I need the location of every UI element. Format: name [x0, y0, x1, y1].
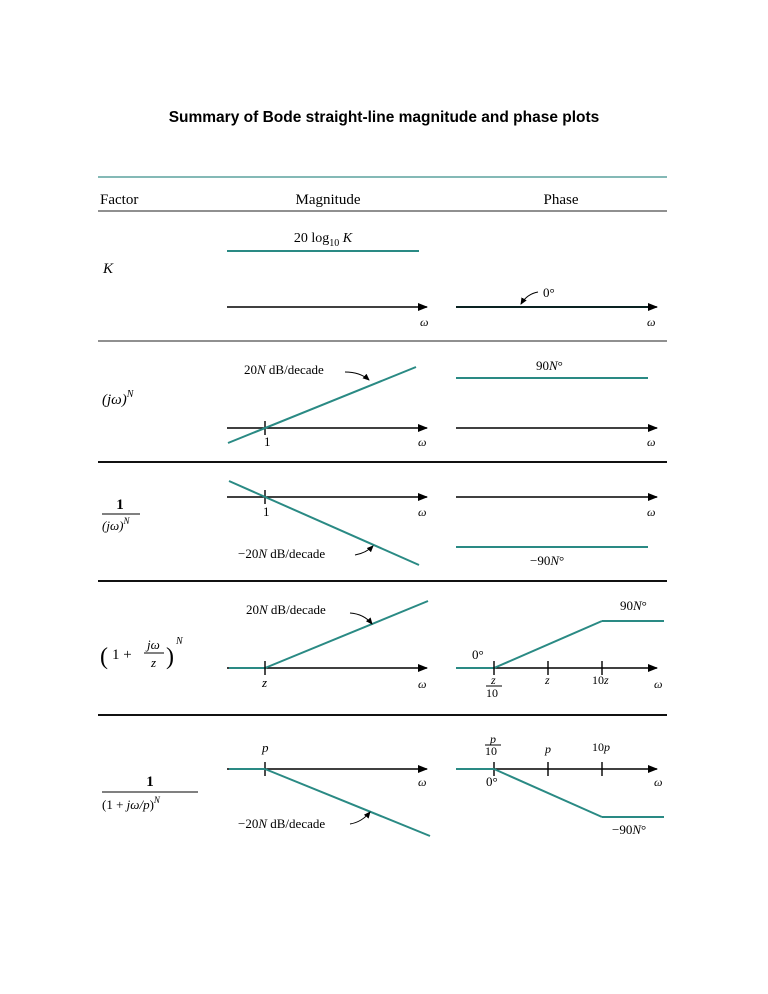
leader-arrow — [521, 292, 538, 304]
phase-end-label: 90N° — [620, 598, 647, 613]
omega-label: ω — [647, 435, 656, 449]
row-simple-pole — [102, 732, 664, 837]
slope-label: −20N dB/decade — [238, 816, 326, 831]
header-magnitude: Magnitude — [295, 192, 361, 208]
leader-arrow — [350, 812, 370, 824]
tick-label-z: z — [262, 675, 268, 690]
factor-numerator: 1 — [146, 774, 154, 790]
phase-label: −90N° — [530, 553, 565, 568]
omega-label: ω — [654, 677, 663, 691]
slope-label: −20N dB/decade — [238, 546, 326, 561]
header-factor: Factor — [100, 192, 139, 208]
tick-label-p-over-10-num: p — [490, 732, 496, 746]
leader-arrow — [355, 546, 373, 555]
factor-paren-left: ( — [100, 644, 108, 670]
row-simple-zero — [100, 598, 664, 700]
factor-exponent: N — [176, 636, 183, 647]
omega-label: ω — [654, 775, 663, 789]
omega-label: ω — [418, 435, 427, 449]
tick-label-10p: 10p — [592, 740, 610, 754]
magnitude-slope-line — [228, 367, 416, 443]
phase-end-label: −90N° — [612, 822, 647, 837]
tick-label-p-over-10-den: 10 — [485, 744, 497, 758]
omega-label: ω — [418, 775, 427, 789]
phase-label: 90N° — [536, 358, 563, 373]
tick-label-1: 1 — [264, 434, 271, 449]
magnitude-level-label: 20 $\log_{10} K$ — [293, 231, 353, 249]
phase-slope-line — [494, 621, 602, 668]
omega-label: ω — [647, 315, 656, 329]
phase-zero-label: 0° — [543, 285, 555, 300]
row-pole-at-origin — [102, 481, 657, 568]
factor-jw: jω — [147, 637, 160, 652]
slope-label: 20N dB/decade — [244, 362, 324, 377]
tick-label-p: p — [262, 740, 269, 755]
tick-label-10z: 10z — [592, 673, 609, 687]
omega-label: ω — [647, 505, 656, 519]
factor-denominator: $(1 + j\omega/p)^N$ — [102, 795, 160, 812]
omega-label: ω — [418, 677, 427, 691]
factor-jw-n: $(j\omega)^N$ — [102, 389, 134, 408]
phase-start-label: 0° — [486, 774, 498, 789]
factor-one-plus: 1 + — [112, 647, 132, 663]
tick-label-p: p — [545, 742, 551, 756]
factor-denominator: $(j\omega)^N$ — [102, 516, 130, 533]
factor-k: K — [103, 261, 114, 277]
tick-label-z-over-10-num: z — [491, 673, 496, 687]
factor-numerator: 1 — [116, 497, 124, 513]
tick-label-z: z — [545, 673, 550, 687]
phase-start-label: 0° — [472, 647, 484, 662]
factor-z: z — [151, 655, 157, 670]
tick-label-1: 1 — [263, 504, 270, 519]
factor-paren-right: ) — [166, 644, 174, 670]
phase-slope-line — [494, 769, 602, 817]
leader-arrow — [345, 372, 369, 380]
tick-label-z-over-10-den: 10 — [486, 686, 498, 700]
omega-label: ω — [418, 505, 427, 519]
omega-label: ω — [420, 315, 429, 329]
slope-label: 20N dB/decade — [246, 602, 326, 617]
header-phase: Phase — [543, 192, 579, 208]
row-zero-at-origin — [102, 358, 657, 449]
leader-arrow — [350, 613, 372, 624]
page-title: Summary of Bode straight-line magnitude and phase plots — [168, 109, 600, 126]
row-constant-gain — [102, 231, 657, 329]
